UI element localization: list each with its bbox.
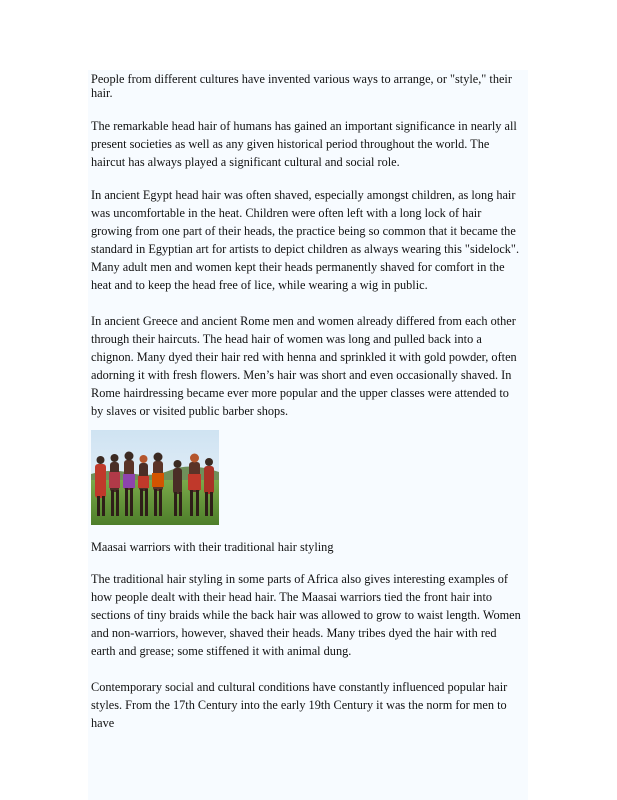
paragraph-africa: The traditional hair styling in some parts of Africa also gives interesting examples of how people dealt with their head hair. The Maasai warriors tied the front hair into sections of tiny braids while the back hair was allowed to grow to waist length. Women and non-warriors, however, shaved their heads. Many tribes dyed the hair with red earth and grease; some stiffened it with animal dung.	[91, 572, 521, 658]
paragraph-contemporary: Contemporary social and cultural conditions have constantly influenced popular hair styles. From the 17th Century into the early 19th Century it was the norm for men to have	[91, 680, 508, 730]
document-body	[88, 70, 528, 800]
maasai-warriors-photo	[91, 430, 219, 525]
paragraph-egypt: In ancient Egypt head hair was often shaved, especially amongst children, as long hair was uncomfortable in the heat. Children were often left with a long lock of hair growing from one part of their heads, the practice being so common that it became the standard in Egyptian art for artists to depict children as always wearing this "sidelock". Many adult men and women kept their heads permanently shaved for comfort in the heat and to keep the head free of lice, while wearing a wig in public.	[91, 188, 520, 292]
figure-caption: Maasai warriors with their traditional hair styling	[91, 540, 334, 554]
paragraph-intro: People from different cultures have invented various ways to arrange, or "style," their hair.	[91, 72, 512, 100]
paragraph-significance: The remarkable head hair of humans has gained an important significance in nearly all present societies as well as any given historical period throughout the world. The haircut has always played a significant cultural and social role.	[91, 119, 517, 169]
paragraph-greece-rome: In ancient Greece and ancient Rome men and women already differed from each other through their haircuts. The head hair of women was long and pulled back into a chignon. Many dyed their hair red with henna and sprinkled it with gold powder, often adorning it with fresh flowers. Men’s hair was short and even occasionally shaved. In Rome hairdressing became ever more popular and the upper classes were attended to by slaves or visited public barber shops.	[91, 314, 517, 418]
